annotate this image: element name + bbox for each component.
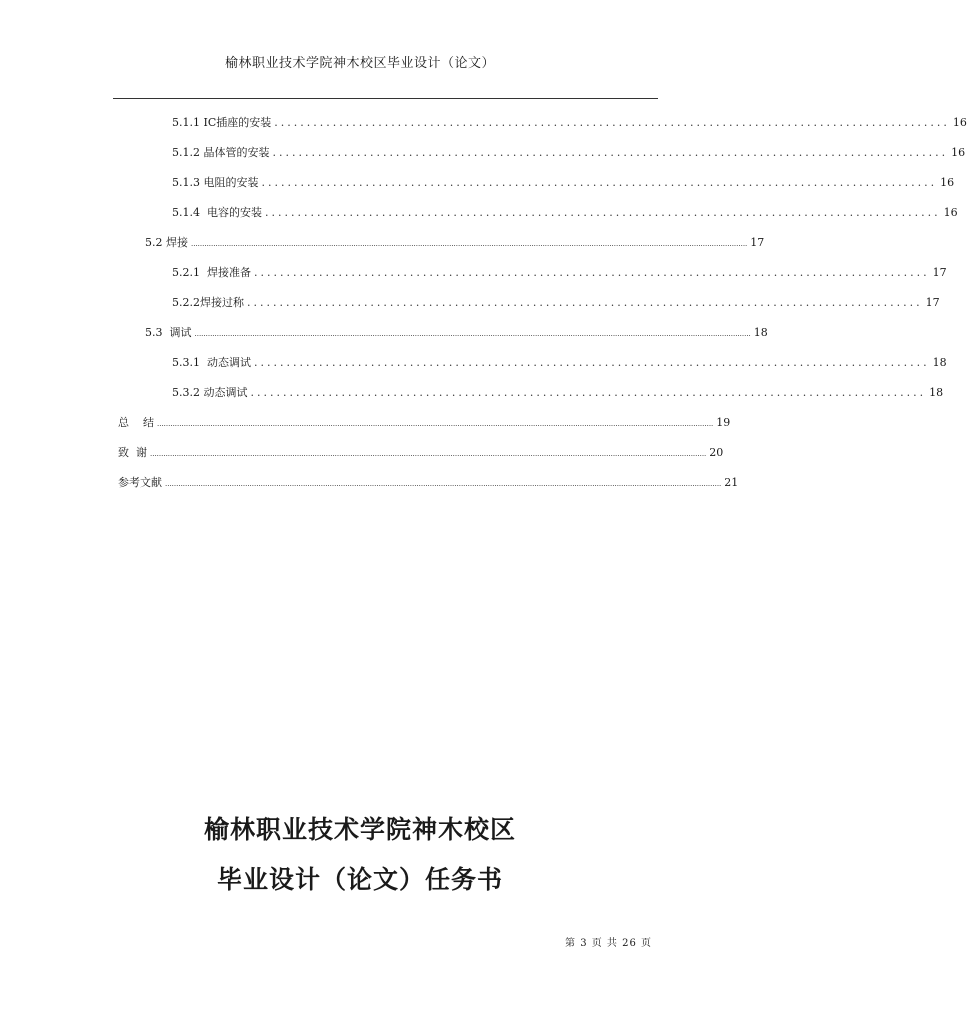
toc-entry[interactable] <box>145 324 768 342</box>
toc-entry-label: 致 谢 <box>118 446 147 459</box>
toc-entry-page: 18 <box>753 326 768 339</box>
toc-leader-dots: ........................................................................................................ <box>253 356 930 369</box>
toc-leader-dots: .......................................................................................................................................................................................................................................................... <box>157 420 714 428</box>
toc-entry[interactable] <box>172 174 955 192</box>
toc-entry[interactable] <box>145 234 765 252</box>
toc-entry-page: 20 <box>709 446 724 459</box>
toc-entry-page: 17 <box>750 236 765 249</box>
toc-entry-label: 5.1.2 晶体管的安装 <box>172 146 270 159</box>
toc-leader-dots: ........................................................................................................ <box>247 296 923 309</box>
toc-entry-page: 17 <box>932 266 947 279</box>
toc-entry[interactable] <box>118 414 731 432</box>
toc-entry-label: 5.1.4 电容的安装 <box>172 206 262 219</box>
toc-entry[interactable] <box>172 294 940 312</box>
toc-entry-label: 总 结 <box>118 416 154 429</box>
toc-entry-label: 5.2 焊接 <box>145 236 188 249</box>
toc-entry-page: 18 <box>932 356 947 369</box>
toc-entry[interactable] <box>172 114 967 132</box>
toc-entry-page: 16 <box>943 206 958 219</box>
toc-entry-label: 5.3.1 动态调试 <box>172 356 251 369</box>
toc-entry[interactable] <box>172 264 947 282</box>
toc-entry-page: 16 <box>952 116 967 129</box>
document-title-line1: 榆林职业技术学院神木校区 <box>203 815 516 844</box>
toc-entry-label: 5.1.1 IC插座的安装 <box>172 116 272 129</box>
toc-entry[interactable] <box>172 144 966 162</box>
toc-leader-dots: .......................................................................................................................................................................................................................................................... <box>150 450 707 458</box>
toc-entry[interactable] <box>172 384 944 402</box>
toc-leader-dots: .......................................................................................................................................................................................................................................................... <box>165 480 722 488</box>
toc-leader-dots: ........................................................................................................ <box>261 176 938 189</box>
toc-entry-label: 5.3 调试 <box>145 326 192 339</box>
toc-entry[interactable] <box>118 474 739 492</box>
header-divider <box>113 98 658 99</box>
toc-entry-label: 5.3.2 动态调试 <box>172 386 248 399</box>
toc-entry-page: 19 <box>716 416 731 429</box>
toc-entry[interactable] <box>172 204 958 222</box>
toc-entry-page: 16 <box>940 176 955 189</box>
page-header: 榆林职业技术学院神木校区毕业设计（论文） <box>224 56 495 71</box>
toc-leader-dots: ........................................................................................................ <box>250 386 927 399</box>
toc-entry-label: 5.2.2焊接过称 <box>172 296 244 309</box>
toc-entry[interactable] <box>118 444 724 462</box>
toc-leader-dots: ........................................................................................................ <box>272 146 949 159</box>
toc-entry-label: 参考文献 <box>118 476 162 489</box>
toc-leader-dots: .......................................................................................................................................................................................................................................................... <box>191 240 748 248</box>
toc-entry-label: 5.2.1 焊接准备 <box>172 266 251 279</box>
toc-leader-dots: .......................................................................................................................................................................................................................................................... <box>194 330 751 338</box>
page-number: 第 3 页 共 26 页 <box>565 938 652 949</box>
toc-leader-dots: ........................................................................................................ <box>253 266 930 279</box>
toc-entry-page: 21 <box>724 476 739 489</box>
toc-entry-page: 18 <box>929 386 944 399</box>
toc-entry-page: 16 <box>951 146 966 159</box>
document-title-line2: 毕业设计（论文）任务书 <box>216 865 503 894</box>
toc-entry-page: 17 <box>925 296 940 309</box>
toc-entry[interactable] <box>172 354 947 372</box>
toc-leader-dots: ........................................................................................................ <box>274 116 950 129</box>
toc-entry-label: 5.1.3 电阻的安装 <box>172 176 259 189</box>
toc-leader-dots: ........................................................................................................ <box>264 206 941 219</box>
